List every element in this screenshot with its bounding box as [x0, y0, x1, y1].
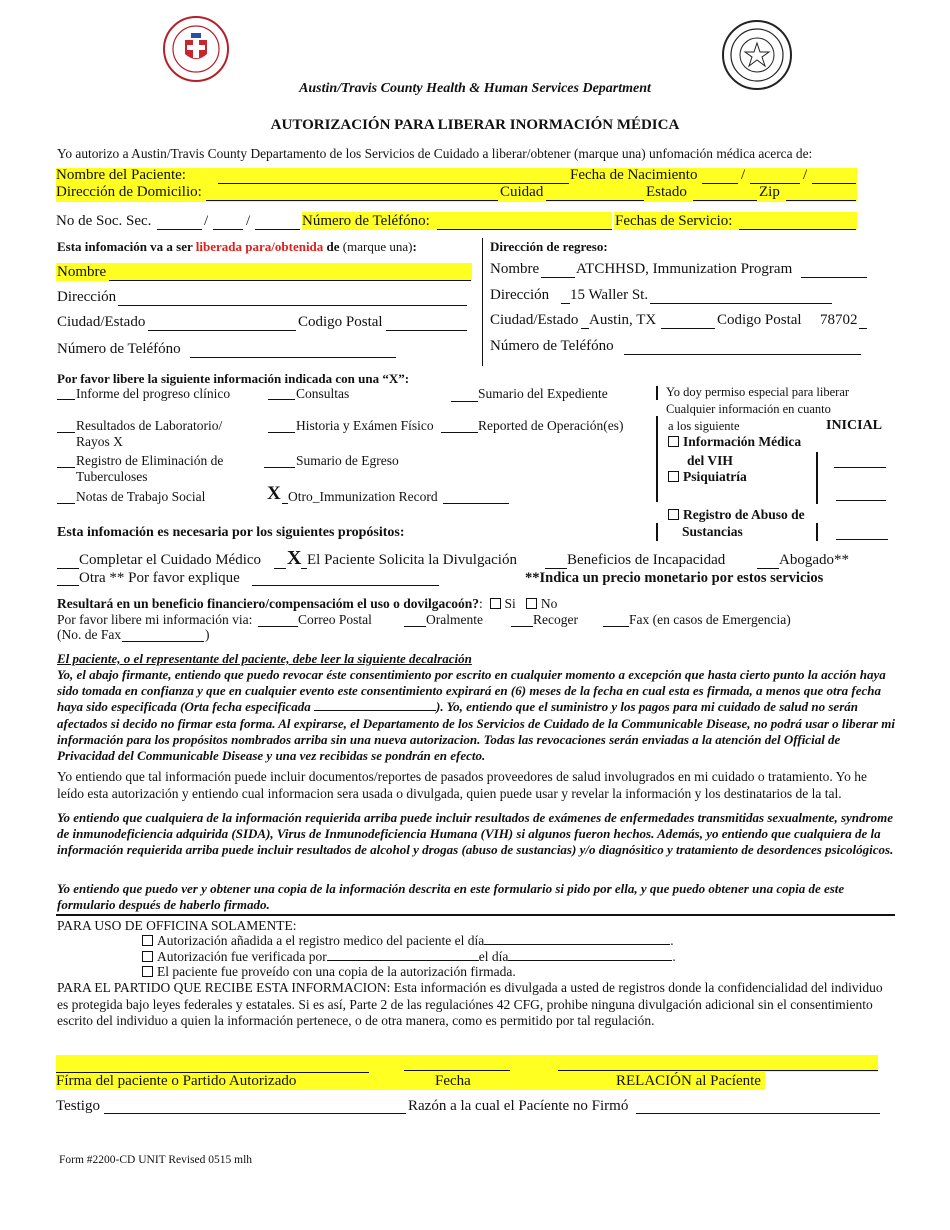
otro-post-line — [443, 502, 509, 504]
initials-bar-1 — [816, 452, 818, 504]
egreso-blank[interactable] — [264, 466, 295, 468]
egreso-label: Sumario de Egreso — [296, 453, 399, 468]
section-divider — [482, 238, 483, 366]
other-explain-field[interactable] — [252, 584, 439, 586]
dob-label: Fecha de Nacimiento — [570, 167, 698, 183]
recipient-notice: PARA EL PARTIDO QUE RECIBE ESTA INFORMACION: Esta información es divulgada a usted de registros donde la confidencialidad del individuo es protegida bajo leyes federales y estatales. Si es así, Parte 2 de las regulaciónes 42 CFG, prohibe ninguna divulgación adicional sin el consentimiento escrito del individuo a quien la información pertenece, o de otra manera, como es permitido por tal regulación. — [57, 980, 883, 1028]
dob-year-field[interactable] — [812, 182, 856, 184]
lab-label-2: Rayos X — [76, 434, 123, 449]
substance-checkbox[interactable] — [668, 509, 679, 520]
office-date-field-1[interactable] — [484, 943, 670, 945]
hiv-label-2: del VIH — [687, 453, 733, 468]
page-title: AUTORIZACIÓN PARA LIBERAR INORMACIÓN MÉDICA — [270, 117, 680, 133]
patient-phone-label: Número de Teléfóno: — [302, 213, 430, 229]
patient-phone-field[interactable] — [437, 228, 612, 230]
intro-text: Yo autorizo a Austin/Travis County Departamento de los Servicios de Cuidado a liberar/obtener (marque una) unfomación médica acerca de: — [57, 146, 813, 161]
tb-label-2: Tuberculoses — [76, 469, 148, 484]
financial-no-checkbox[interactable] — [526, 598, 537, 609]
psych-option[interactable]: Psiquiatría — [668, 469, 747, 485]
special-permission-bar-bottom — [656, 523, 658, 541]
psych-initial-line[interactable] — [836, 499, 886, 501]
tb-blank[interactable] — [57, 466, 75, 468]
substance-initial-line[interactable] — [836, 538, 888, 540]
historia-gap-line — [441, 431, 478, 433]
zip-field[interactable] — [786, 199, 856, 201]
financial-question: Resultará en un beneficio financiero/compensacióm el uso o dovilgacoón?: Si No — [57, 596, 558, 611]
patient-request-pre — [274, 567, 286, 569]
travis-county-seal — [722, 20, 792, 90]
ssn-label: No de Soc. Sec. — [56, 213, 152, 229]
fax-label: Fax (en casos de Emergencia) — [629, 612, 791, 627]
return-phone-field[interactable] — [624, 353, 861, 355]
city-label: Cuidad — [500, 184, 544, 200]
sumario-exp-blank[interactable] — [451, 400, 478, 402]
social-blank[interactable] — [57, 502, 75, 504]
return-name-post — [801, 276, 867, 278]
operacion-label: Reported de Operación(es) — [478, 418, 624, 433]
declaration-para-4: Yo entiendo que puedo ver y obtener una copia de la información descrita en este formulario si pido por ella, y que puedo obtener una copia de este formulario después de haberlo firmado. — [57, 881, 845, 913]
date-signature-line[interactable] — [404, 1069, 510, 1071]
tb-label: Registro de Eliminación de — [76, 453, 224, 468]
fax-number-prefix: (No. de Fax — [57, 627, 122, 642]
consultas-label: Consultas — [296, 386, 350, 401]
financial-yes-checkbox[interactable] — [490, 598, 501, 609]
state-field[interactable] — [693, 199, 757, 201]
oral-blank[interactable] — [404, 625, 426, 627]
otro-mark[interactable]: X — [267, 483, 281, 504]
sumario-exp-label: Sumario del Expediente — [478, 386, 608, 401]
release-address-field[interactable] — [118, 304, 467, 306]
special-permission-bar-top — [656, 386, 658, 400]
release-zip-label: Codigo Postal — [298, 314, 383, 330]
other-label: Otra ** Por favor explique — [79, 570, 240, 586]
return-zip-value: 78702 — [820, 312, 858, 328]
lawyer-label: Abogado** — [779, 552, 849, 568]
progreso-label: Informe del progreso clínico — [76, 386, 231, 401]
service-dates-field[interactable] — [739, 228, 856, 230]
lawyer-blank[interactable] — [757, 567, 779, 569]
city-of-austin-seal — [163, 16, 229, 82]
return-name-value: ATCHHSD, Immunization Program — [576, 261, 793, 277]
return-city-label: Ciudad/Estado — [490, 312, 579, 328]
office-rule — [56, 914, 895, 916]
release-phone-label: Número de Teléfóno — [57, 341, 181, 357]
disability-blank[interactable] — [545, 567, 567, 569]
return-city-value: Austin, TX — [589, 312, 657, 328]
care-blank[interactable] — [57, 567, 79, 569]
address-label: Dirección de Domicilio: — [56, 184, 202, 200]
patient-request-mark[interactable]: X — [287, 547, 302, 569]
disability-label: Beneficios de Incapacidad — [567, 552, 726, 568]
special-permission-line-2: Cualquier información en cuanto — [666, 402, 831, 416]
substance-abuse-option[interactable]: Registro de Abuso de — [668, 507, 805, 523]
otro-label: Otro_Immunization Record — [288, 489, 438, 504]
office-item-3: El paciente fue proveído con una copia de la autorización firmada. — [142, 964, 516, 980]
signature-label: Fírma del paciente o Partido Autorizado — [56, 1073, 297, 1089]
witness-line[interactable] — [104, 1112, 406, 1114]
office-item-1: Autorización añadida a el registro medico del paciente el día . — [142, 933, 674, 949]
return-name-pre — [541, 276, 575, 278]
release-city-label: Ciudad/Estado — [57, 314, 146, 330]
release-city-field[interactable] — [148, 329, 296, 331]
mail-blank[interactable] — [258, 625, 298, 627]
return-heading: Dirección de regreso: — [490, 239, 608, 254]
ssn-field-2[interactable] — [213, 228, 243, 230]
patient-request-label: El Paciente Solicita la Divulgación — [307, 552, 517, 568]
declaration-para-2: Yo entiendo que tal información puede incluir documentos/reportes de pasados proveedores de salud involugrados en mi cuidado o tratamiento. Yo he leído esta autorización y entiendo cual informacion sera usada o divulgada, quien puede usar y revelar la información y los destinatarios de la tal. — [57, 769, 867, 801]
historia-blank[interactable] — [268, 431, 295, 433]
relation-line[interactable] — [558, 1069, 878, 1071]
fax-number-field[interactable] — [122, 640, 204, 642]
initial-label: INICIAL — [826, 418, 883, 433]
special-permission-line-1: Yo doy permiso especial para liberar — [666, 385, 850, 399]
info-release-heading: Por favor libere la siguiente información indicada con una “X”: — [57, 371, 410, 386]
release-to-heading: Esta infomación va a ser liberada para/obtenida de (marque una): — [57, 239, 417, 254]
hiv-initial-line[interactable] — [834, 466, 886, 468]
witness-label: Testigo — [56, 1098, 100, 1114]
progreso-blank[interactable] — [57, 398, 75, 400]
office-use-heading: PARA USO DE OFFICINA SOLAMENTE: — [57, 918, 297, 933]
dob-slash-1: / — [741, 167, 746, 183]
patient-name-label: Nombre del Paciente: — [56, 167, 186, 183]
address-field[interactable] — [206, 199, 498, 201]
reason-label: Razón a la cual el Pacíente no Firmó — [408, 1098, 629, 1114]
mail-label: Correo Postal — [298, 612, 372, 627]
fax-number-suffix: ) — [205, 627, 210, 642]
return-city-post — [661, 327, 715, 329]
return-address-value: 15 Waller St. — [570, 287, 649, 303]
return-zip-post — [859, 327, 867, 329]
lab-label: Resultados de Laboratorio/ — [76, 418, 223, 433]
ssn-field-3[interactable] — [255, 228, 300, 230]
fax-blank[interactable] — [603, 625, 629, 627]
return-address-label: Dirección — [490, 287, 550, 303]
initials-bar-2 — [816, 523, 818, 541]
other-date-field[interactable] — [314, 709, 436, 711]
relation-label: RELACIÓN al Pacíente — [616, 1073, 761, 1089]
form-id: Form #2200-CD UNIT Revised 0515 mlh — [59, 1154, 253, 1166]
department-name: Austin/Travis County Health & Human Services Department — [299, 81, 651, 96]
city-field[interactable] — [546, 199, 644, 201]
service-dates-label: Fechas de Servicio: — [615, 213, 733, 229]
declaration-para-1: Yo, el abajo firmante, entiendo que puedo revocar éste consentimiento por escrito en cualquier momento a excepción que hasta cierto punto la acción haya sido tomada en confianza y que en cualquier evento este consentimiento expirará en (6) meses de la fecha en cual esta es firmada, a menos que otra fecha haya sido especificada (Orta fecha especificada ). Yo, entiendo que el suministro y los pagos para mi cuidado de salud no serán afectados si decido no firmar esta forma. Al expirarse, el Departamento de los Servicios de Cuidado de la Communicable Disease, no podrá usar o liberar mi información para los propósitos nombrados arriba sin una nueva autorizacion. Todas las revocaciones serán enviadas a la atención del Official de Privacidad del Communicable Disease y una vez recibidas se pondrán en efecto. — [57, 667, 896, 764]
declaration-heading: El paciente, o el representante del paciente, debe leer la siguiente decalración — [57, 651, 472, 666]
lab-blank[interactable] — [57, 431, 75, 433]
ssn-slash-1: / — [204, 213, 209, 229]
return-phone-label: Número de Teléfóno — [490, 338, 614, 354]
dob-month-field[interactable] — [702, 182, 738, 184]
hiv-info-option[interactable]: Información Médica — [668, 434, 801, 450]
return-zip-label: Codigo Postal — [717, 312, 802, 328]
return-address-post — [650, 302, 832, 304]
date-label: Fecha — [435, 1073, 471, 1089]
special-permission-bar-mid — [656, 416, 658, 502]
reason-line[interactable] — [636, 1112, 880, 1114]
return-city-pre — [581, 327, 589, 329]
zip-label: Zip — [759, 184, 780, 200]
social-label: Notas de Trabajo Social — [76, 489, 206, 504]
office-item-2: Autorización fue verificada por el día . — [142, 949, 676, 965]
office-checkbox-1[interactable] — [142, 935, 153, 946]
return-name-label: Nombre — [490, 261, 540, 277]
declaration-para-3: Yo entiendo que cualquiera de la información requierida arriba puede incluir resultados de exámenes de enfermedades transmitidas sexualmente, syndrome de inmunodeficiencia adquirida (SIDA), Virus de Inmunodeficiencia Humana (VIH) si algunos fueron hechos. Además, yo entiendo que cualquiera de la información requierida arriba puede incluir resultados de alcohol y drogas (abuso de sustancias) y/o diagnósitico y tratamiento de desordences psicológicos. — [57, 810, 894, 858]
dob-slash-2: / — [803, 167, 808, 183]
pickup-label: Recoger — [533, 612, 578, 627]
office-checkbox-2[interactable] — [142, 951, 153, 962]
office-date-field-2[interactable] — [508, 959, 672, 961]
return-address-pre — [561, 302, 570, 304]
oral-label: Oralmente — [426, 612, 483, 627]
ssn-slash-2: / — [246, 213, 251, 229]
office-checkbox-3[interactable] — [142, 966, 153, 977]
consultas-blank[interactable] — [268, 398, 295, 400]
psych-checkbox[interactable] — [668, 471, 679, 482]
pickup-blank[interactable] — [511, 625, 533, 627]
release-phone-field[interactable] — [190, 356, 396, 358]
release-name-label: Nombre — [57, 264, 107, 280]
historia-label: Historia y Exámen Físico — [296, 418, 434, 433]
verified-by-field[interactable] — [327, 959, 479, 961]
release-zip-field[interactable] — [386, 329, 467, 331]
hiv-checkbox[interactable] — [668, 436, 679, 447]
substance-abuse-label-2: Sustancias — [682, 524, 743, 539]
release-address-label: Dirección — [57, 289, 117, 305]
special-permission-line-3: a los siguiente — [668, 419, 740, 433]
fee-note: **Indica un precio monetario por estos servicios — [525, 570, 824, 586]
ssn-field-1[interactable] — [157, 228, 202, 230]
purposes-heading: Esta infomación es necesaria por los siguientes propósitos: — [57, 525, 405, 540]
release-name-field[interactable] — [109, 279, 471, 281]
via-label: Por favor libere mi información via: — [57, 612, 253, 627]
care-label: Completar el Cuidado Médico — [79, 552, 262, 568]
state-label: Estado — [646, 184, 687, 200]
other-blank[interactable] — [57, 584, 79, 586]
